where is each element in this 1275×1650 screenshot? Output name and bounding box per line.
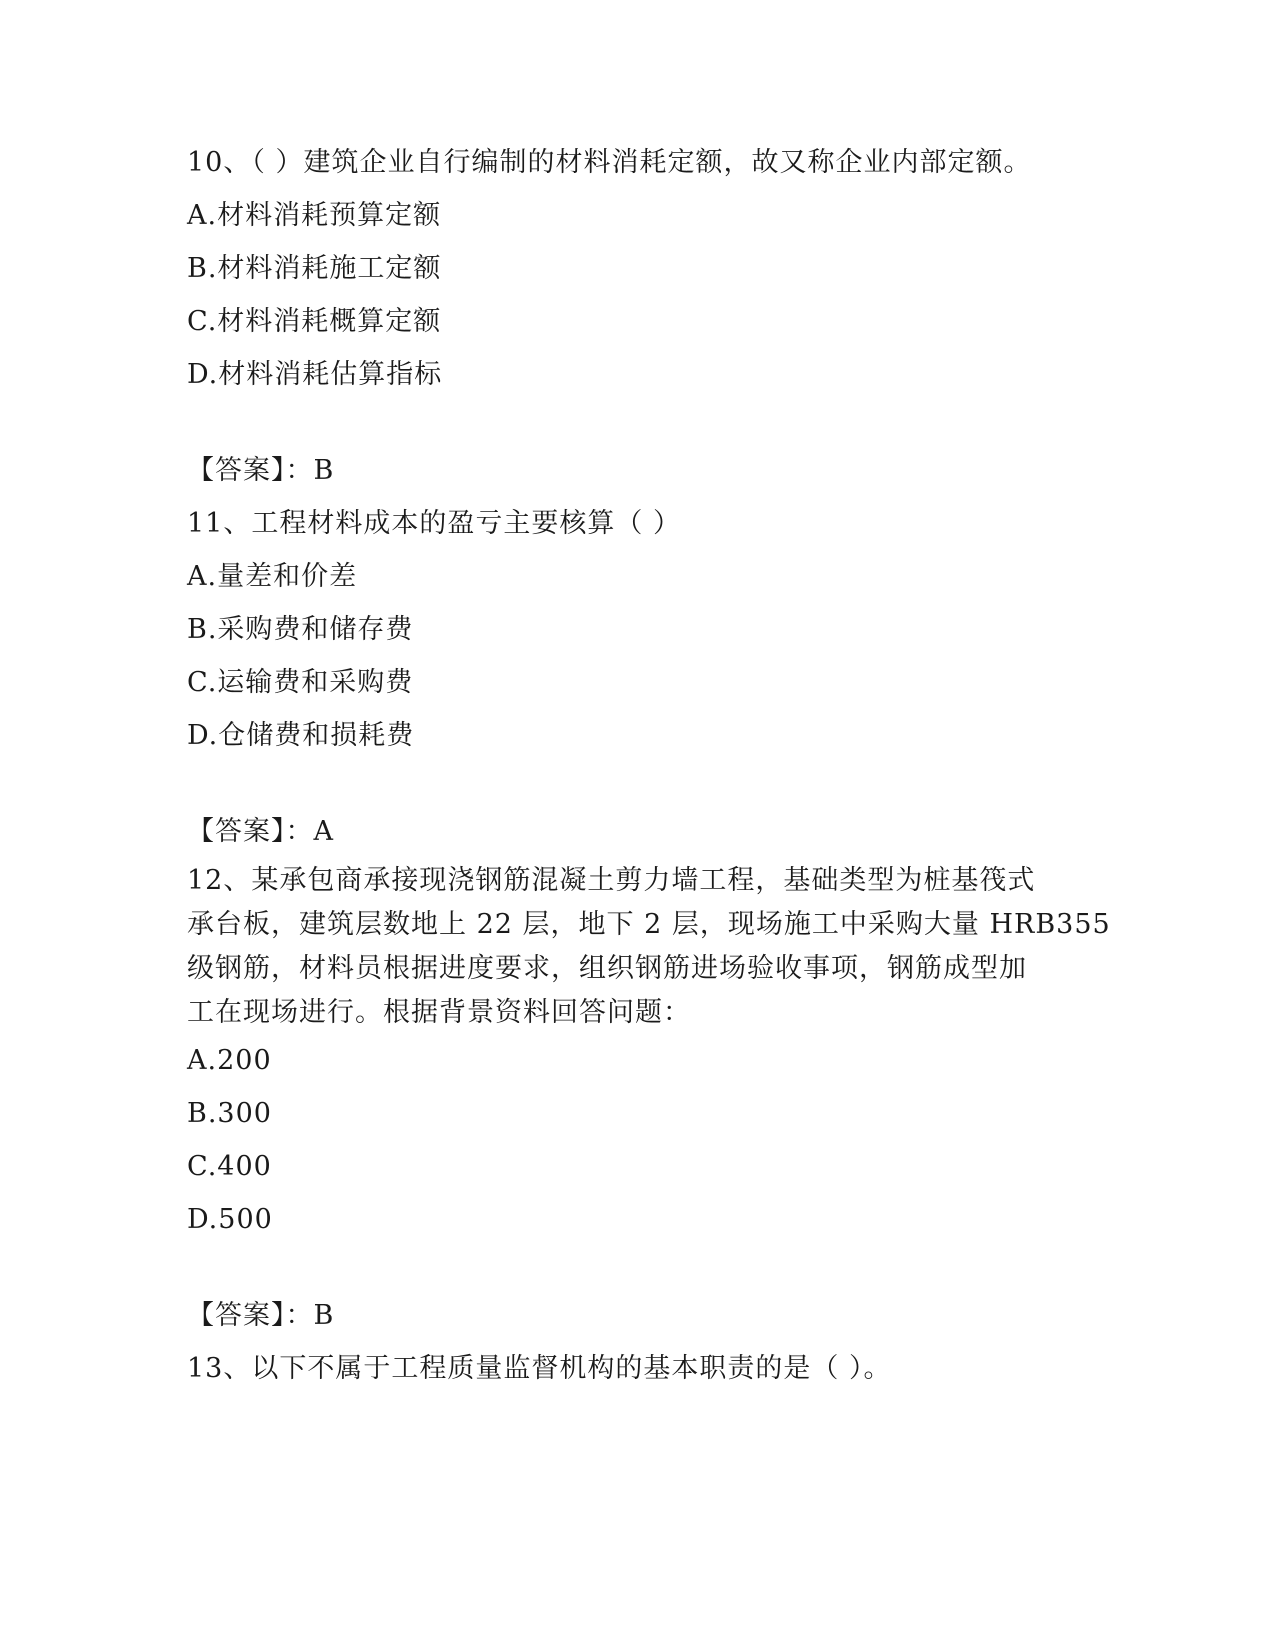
question-11-option-c: C.运输费和采购费 bbox=[187, 667, 414, 698]
question-10-option-a: A.材料消耗预算定额 bbox=[187, 200, 442, 231]
question-12-stem-line: 12、某承包商承接现浇钢筋混凝土剪力墙工程，基础类型为桩基筏式 bbox=[187, 865, 1036, 896]
question-12-stem-line: 工在现场进行。根据背景资料回答问题： bbox=[187, 997, 691, 1028]
question-12-stem bbox=[187, 859, 1111, 1035]
question-11-stem: 11、工程材料成本的盈亏主要核算（ ） bbox=[187, 508, 681, 539]
question-12-stem-line: 级钢筋，材料员根据进度要求，组织钢筋进场验收事项，钢筋成型加 bbox=[187, 953, 1027, 984]
question-10-option-d: D.材料消耗估算指标 bbox=[187, 359, 443, 390]
question-11-option-a: A.量差和价差 bbox=[187, 561, 358, 592]
question-10-stem: 10、（ ）建筑企业自行编制的材料消耗定额，故又称企业内部定额。 bbox=[187, 147, 1032, 178]
question-10-option-b: B.材料消耗施工定额 bbox=[187, 253, 442, 284]
question-12-stem-line: 承台板，建筑层数地上 22 层，地下 2 层，现场施工中采购大量 HRB355 bbox=[187, 909, 1111, 940]
question-12-option-c: C.400 bbox=[187, 1151, 272, 1182]
question-12-answer: 【答案】：B bbox=[187, 1300, 335, 1331]
question-12-option-b: B.300 bbox=[187, 1098, 272, 1129]
question-10-answer: 【答案】：B bbox=[187, 455, 335, 486]
question-11-option-d: D.仓储费和损耗费 bbox=[187, 720, 415, 751]
question-12-option-a: A.200 bbox=[187, 1045, 272, 1076]
question-10-option-c: C.材料消耗概算定额 bbox=[187, 306, 442, 337]
question-12-option-d: D.500 bbox=[187, 1204, 273, 1235]
question-13-stem: 13、以下不属于工程质量监督机构的基本职责的是（ ）。 bbox=[187, 1353, 892, 1384]
question-11-answer: 【答案】：A bbox=[187, 816, 334, 847]
question-11-option-b: B.采购费和储存费 bbox=[187, 614, 414, 645]
